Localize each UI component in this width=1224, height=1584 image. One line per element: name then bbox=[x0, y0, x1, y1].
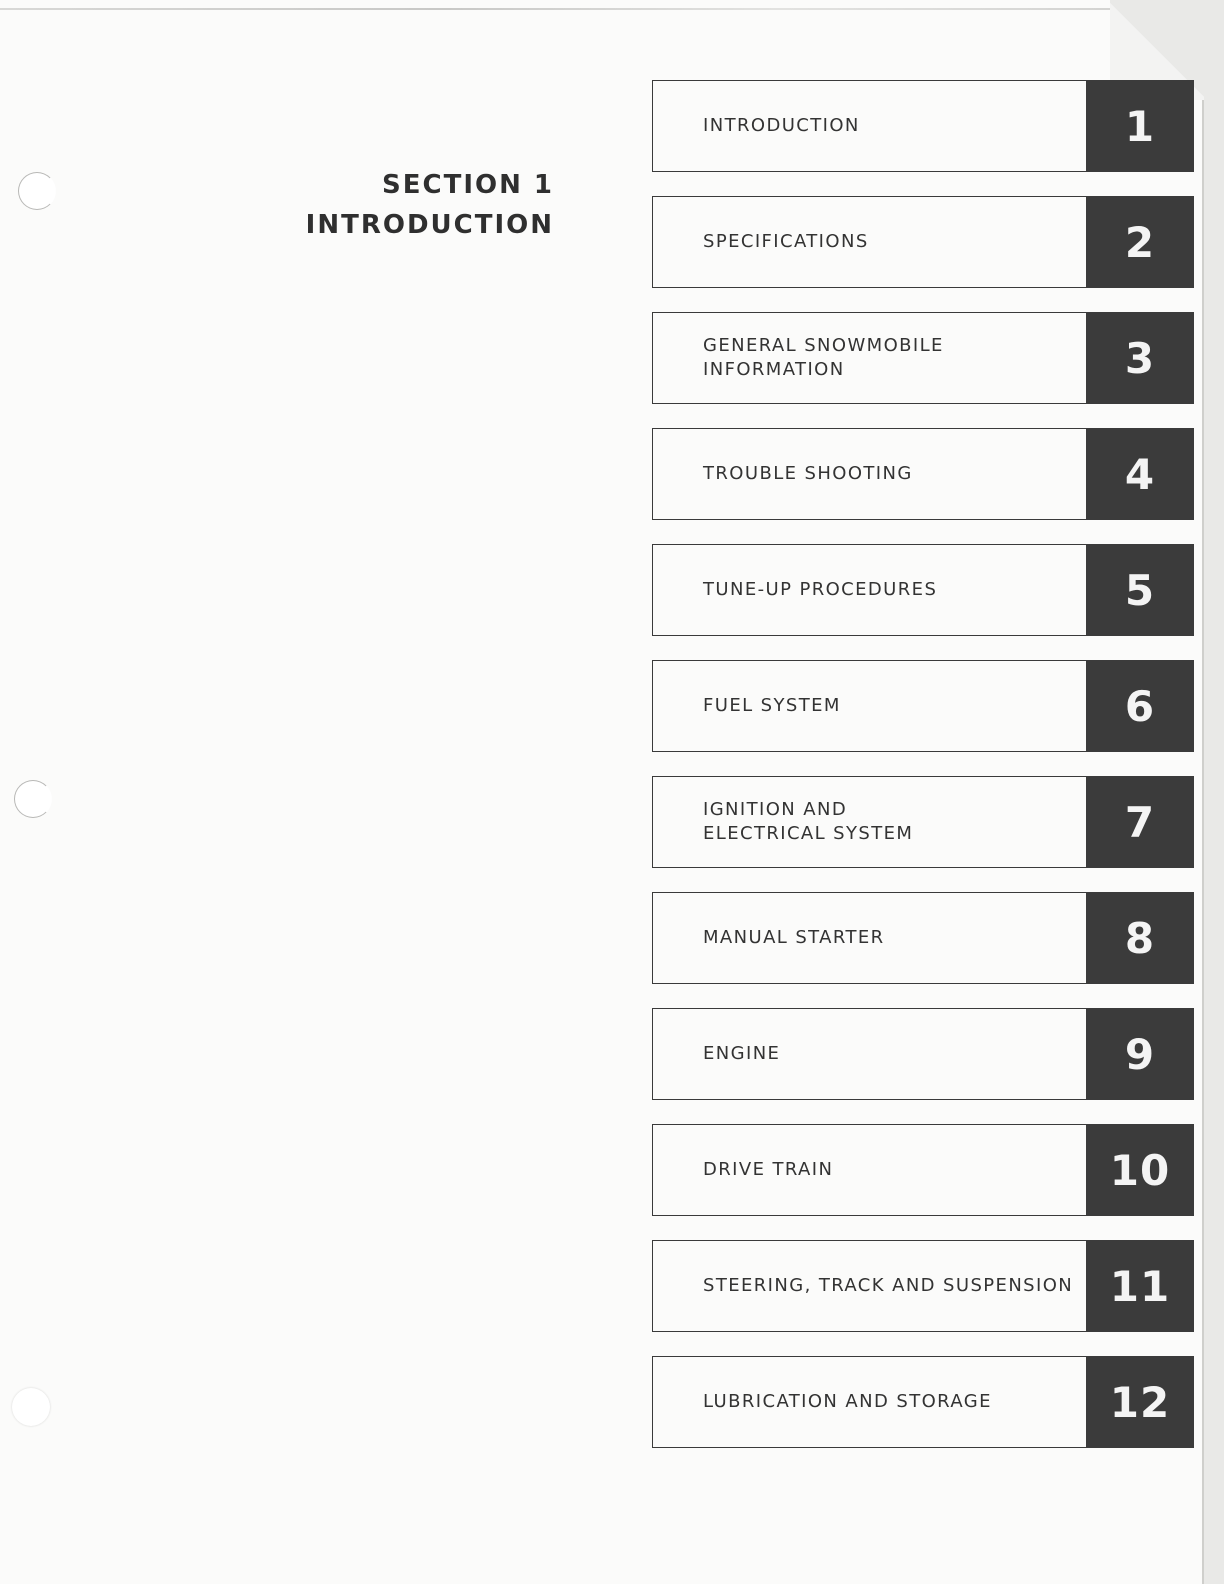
tab-label: ENGINE bbox=[703, 1043, 781, 1064]
tab-label-box bbox=[652, 1008, 1086, 1100]
tab-label: MANUAL STARTER bbox=[703, 927, 885, 948]
tab-label-box bbox=[652, 776, 1086, 868]
tab-number: 10 bbox=[1086, 1124, 1194, 1216]
tab-label-box bbox=[652, 660, 1086, 752]
tab-number: 12 bbox=[1086, 1356, 1194, 1448]
tab-number: 8 bbox=[1086, 892, 1194, 984]
tab-label: DRIVE TRAIN bbox=[703, 1159, 834, 1180]
page-top-edge bbox=[0, 8, 1110, 10]
tab-number: 9 bbox=[1086, 1008, 1194, 1100]
section-tab-2[interactable] bbox=[652, 196, 1194, 288]
tab-label-box bbox=[652, 80, 1086, 172]
tab-label: TROUBLE SHOOTING bbox=[703, 463, 913, 484]
section-title: INTRODUCTION bbox=[305, 210, 554, 240]
punch-hole-bottom bbox=[12, 1388, 50, 1426]
section-tab-4[interactable] bbox=[652, 428, 1194, 520]
tab-label: SPECIFICATIONS bbox=[703, 231, 869, 252]
tab-number: 11 bbox=[1086, 1240, 1194, 1332]
section-tab-list bbox=[652, 80, 1194, 1472]
section-tab-8[interactable] bbox=[652, 892, 1194, 984]
section-tab-6[interactable] bbox=[652, 660, 1194, 752]
punch-hole-middle bbox=[14, 780, 52, 818]
section-tab-10[interactable] bbox=[652, 1124, 1194, 1216]
section-number: SECTION 1 bbox=[382, 170, 554, 200]
punch-hole-top bbox=[18, 172, 56, 210]
tab-number: 4 bbox=[1086, 428, 1194, 520]
section-heading bbox=[306, 165, 554, 245]
section-tab-1[interactable] bbox=[652, 80, 1194, 172]
tab-number: 7 bbox=[1086, 776, 1194, 868]
tab-label-box bbox=[652, 312, 1086, 404]
section-tab-12[interactable] bbox=[652, 1356, 1194, 1448]
tab-label: IGNITION AND ELECTRICAL SYSTEM bbox=[703, 799, 914, 844]
tab-label: STEERING, TRACK AND SUSPENSION bbox=[703, 1275, 1074, 1296]
section-tab-9[interactable] bbox=[652, 1008, 1194, 1100]
section-tab-5[interactable] bbox=[652, 544, 1194, 636]
tab-label: TUNE-UP PROCEDURES bbox=[703, 579, 938, 600]
tab-label: INTRODUCTION bbox=[703, 115, 860, 136]
tab-label-box bbox=[652, 428, 1086, 520]
tab-number: 5 bbox=[1086, 544, 1194, 636]
tab-label: LUBRICATION AND STORAGE bbox=[703, 1391, 992, 1412]
tab-label-box bbox=[652, 1240, 1086, 1332]
tab-label-box bbox=[652, 892, 1086, 984]
tab-number: 1 bbox=[1086, 80, 1194, 172]
section-tab-7[interactable] bbox=[652, 776, 1194, 868]
tab-label-box bbox=[652, 1124, 1086, 1216]
tab-number: 6 bbox=[1086, 660, 1194, 752]
section-tab-11[interactable] bbox=[652, 1240, 1194, 1332]
tab-label-box bbox=[652, 196, 1086, 288]
tab-label: FUEL SYSTEM bbox=[703, 695, 841, 716]
tab-label: GENERAL SNOWMOBILE INFORMATION bbox=[703, 335, 944, 380]
tab-number: 2 bbox=[1086, 196, 1194, 288]
tab-label-box bbox=[652, 544, 1086, 636]
tab-number: 3 bbox=[1086, 312, 1194, 404]
section-tab-3[interactable] bbox=[652, 312, 1194, 404]
tab-label-box bbox=[652, 1356, 1086, 1448]
